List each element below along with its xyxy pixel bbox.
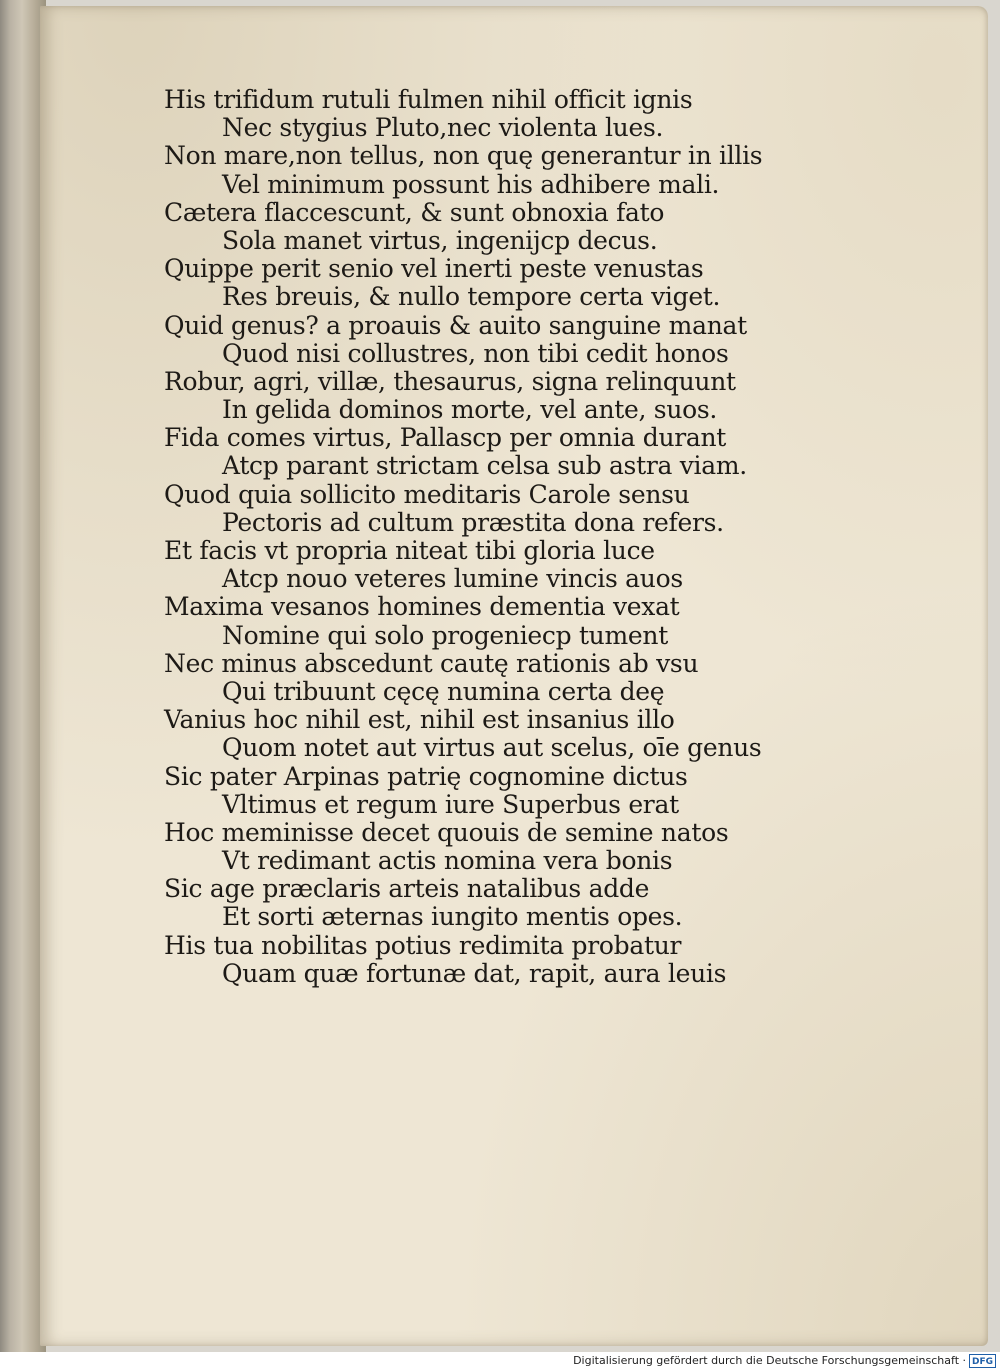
verse-line-12: In gelida dominos morte, vel ante, suos. (222, 395, 718, 425)
book-page (40, 6, 988, 1346)
verse-line-10: Quod nisi collustres, non tibi cedit honos (222, 338, 729, 368)
dfg-logo: DFG (969, 1354, 996, 1368)
verse-line-6: Sola manet virtus, ingenijcp decus. (222, 225, 658, 255)
verse-line-31: His tua nobilitas potius redimita probatur (164, 930, 682, 960)
verse-line-32: Quam quæ fortunæ dat, rapit, aura leuis (222, 958, 727, 988)
verse-line-26: Vltimus et regum iure Superbus erat (222, 789, 679, 819)
verse-line-29: Sic age præclaris arteis natalibus adde (164, 874, 650, 904)
verse-line-14: Atcp parant strictam celsa sub astra viam. (222, 451, 747, 481)
verse-line-20: Nomine qui solo progeniecp tument (222, 620, 668, 650)
verse-line-3: Non mare,non tellus, non quę generantur in illis (164, 141, 763, 171)
verse-line-22: Qui tribuunt cęcę numina certa deę (222, 676, 665, 706)
verse-line-7: Quippe perit senio vel inerti peste venustas (164, 254, 704, 284)
digitization-footer (0, 1352, 1000, 1371)
verse-line-19: Maxima vesanos homines dementia vexat (164, 592, 680, 622)
verse-line-8: Res breuis, & nullo tempore certa viget. (222, 282, 721, 312)
verse-line-16: Pectoris ad cultum præstita dona refers. (222, 507, 724, 537)
verse-line-13: Fida comes virtus, Pallascp per omnia durant (164, 423, 727, 453)
verse-line-1: His trifidum rutuli fulmen nihil officit ignis (164, 85, 693, 114)
verse-line-5: Cætera flaccescunt, & sunt obnoxia fato (164, 197, 665, 227)
verse-line-17: Et facis vt propria niteat tibi gloria luce (164, 536, 655, 565)
verse-line-24: Quom notet aut virtus aut scelus, oīe genus (222, 733, 762, 763)
verse-line-15: Quod quia sollicito meditaris Carole sensu (164, 479, 690, 509)
verse-line-2: Nec stygius Pluto,nec violenta lues. (222, 113, 664, 143)
verse-line-28: Vt redimant actis nomina vera bonis (222, 846, 673, 876)
poem-text-block (164, 86, 804, 988)
verse-line-9: Quid genus? a proauis & auito sanguine manat (164, 310, 747, 340)
verse-line-11: Robur, agri, villæ, thesaurus, signa relinquunt (164, 366, 736, 396)
verse-line-30: Et sorti æternas iungito mentis opes. (222, 902, 683, 932)
verse-line-4: Vel minimum possunt his adhibere mali. (222, 169, 720, 199)
verse-line-27: Hoc meminisse decet quouis de semine natos (164, 817, 729, 847)
verse-line-21: Nec minus abscedunt cautę rationis ab vsu (164, 648, 699, 678)
funding-credit: Digitalisierung gefördert durch die Deutsche Forschungsgemeinschaft · (573, 1354, 966, 1367)
verse-line-18: Atcp nouo veteres lumine vincis auos (222, 564, 683, 594)
verse-line-23: Vanius hoc nihil est, nihil est insanius illo (164, 705, 675, 735)
verse-line-25: Sic pater Arpinas patrię cognomine dictus (164, 761, 688, 791)
